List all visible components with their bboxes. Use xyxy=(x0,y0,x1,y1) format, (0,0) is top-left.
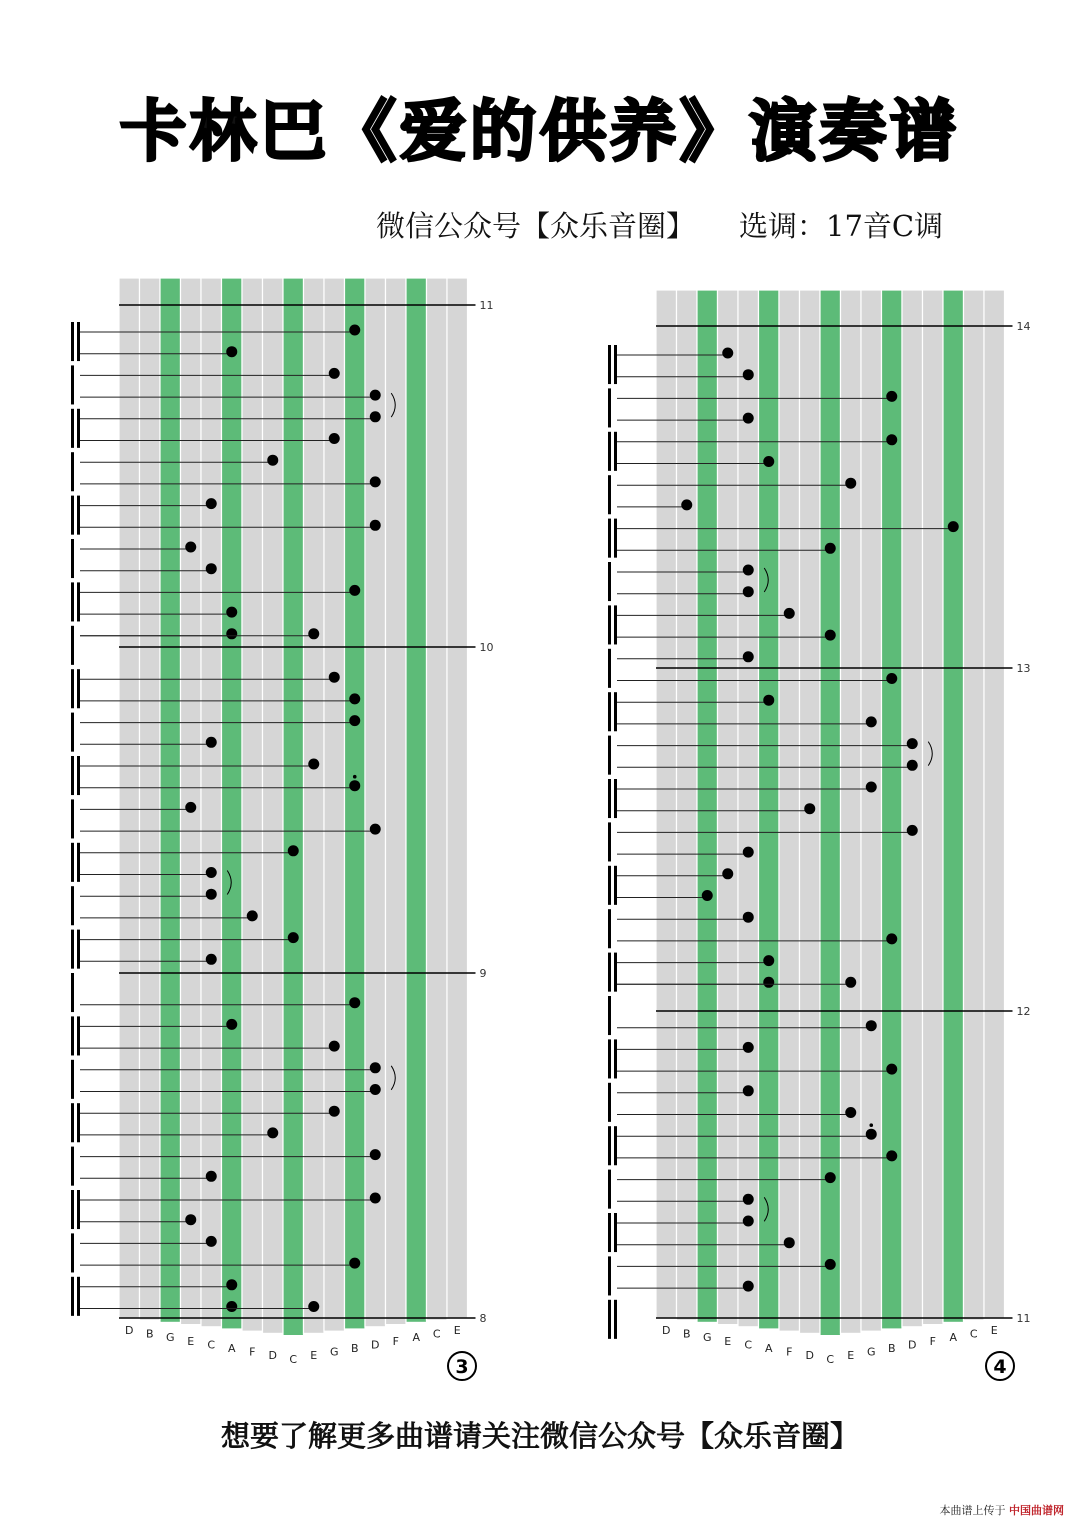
rhythm-stem xyxy=(614,605,617,644)
rhythm-stem xyxy=(614,866,617,905)
note-dot xyxy=(948,521,959,532)
note-dot xyxy=(825,1259,836,1270)
tine-label: G xyxy=(165,1331,175,1345)
tine-column xyxy=(964,290,985,1320)
note-dot xyxy=(763,456,774,467)
rhythm-stem xyxy=(614,953,617,992)
rhythm-stem xyxy=(608,1300,611,1339)
rhythm-stem xyxy=(614,1039,617,1078)
note-dot xyxy=(743,1042,754,1053)
tine-column xyxy=(923,290,944,1325)
tine-label: G xyxy=(866,1345,876,1359)
measure-number: 10 xyxy=(479,641,494,654)
rhythm-stem xyxy=(608,562,611,601)
note-dot xyxy=(886,933,897,944)
note-dot xyxy=(743,1085,754,1096)
tine-label: A xyxy=(764,1342,773,1355)
augmentation-dot xyxy=(869,1123,873,1127)
source-label: 微信公众号【众乐音圈】 xyxy=(376,209,696,243)
rhythm-stem xyxy=(608,779,611,818)
tine-label: B xyxy=(887,1342,896,1355)
note-dot xyxy=(743,847,754,858)
tine-label: C xyxy=(289,1352,298,1366)
tine-column xyxy=(718,290,739,1325)
tine-label: B xyxy=(350,1342,359,1355)
page-number: 4 xyxy=(993,1356,1007,1378)
note-dot xyxy=(743,565,754,576)
rhythm-stem xyxy=(614,1126,617,1165)
rhythm-stem xyxy=(608,1170,611,1209)
tine-column xyxy=(861,290,882,1331)
note-dot xyxy=(804,803,815,814)
key-label: 选调：17音C调 xyxy=(739,209,944,243)
footer-note: 想要了解更多曲谱请关注微信公众号【众乐音圈】 xyxy=(220,1419,859,1453)
rhythm-stem xyxy=(608,866,611,905)
tine-label: D xyxy=(125,1324,134,1337)
note-dot xyxy=(763,695,774,706)
note-dot xyxy=(886,1064,897,1075)
tine-label: E xyxy=(990,1324,998,1337)
measure-number: 8 xyxy=(479,1312,487,1325)
rhythm-stem xyxy=(608,475,611,514)
note-dot xyxy=(907,825,918,836)
note-dot xyxy=(702,890,713,901)
tine-label: D xyxy=(371,1338,380,1352)
rhythm-stem xyxy=(608,345,611,384)
rhythm-stem xyxy=(614,779,617,818)
note-dot xyxy=(743,912,754,923)
site-logo: 中国曲谱网 xyxy=(1009,1504,1064,1517)
page-title: 卡林巴《爱的供养》演奏谱 xyxy=(120,93,960,170)
rhythm-stem xyxy=(614,1213,617,1252)
tine-label: F xyxy=(392,1334,399,1348)
note-dot xyxy=(722,348,733,359)
note-dot xyxy=(825,630,836,641)
note-dot xyxy=(743,369,754,380)
note-dot xyxy=(743,651,754,662)
tine-label: D xyxy=(805,1349,814,1363)
note-dot xyxy=(825,1172,836,1183)
measure-number: 13 xyxy=(1016,662,1031,675)
note-dot xyxy=(886,1150,897,1161)
tine-column-highlight xyxy=(882,290,903,1329)
rhythm-stem xyxy=(608,1256,611,1295)
tine-label: E xyxy=(453,1324,461,1337)
note-dot xyxy=(681,499,692,510)
tine-label: E xyxy=(724,1334,732,1348)
rhythm-stem xyxy=(608,432,611,471)
tine-label: C xyxy=(969,1327,978,1341)
note-dot xyxy=(907,738,918,749)
rhythm-stem xyxy=(608,1213,611,1252)
note-dot xyxy=(907,760,918,771)
tine-label: E xyxy=(187,1334,195,1348)
note-dot xyxy=(763,977,774,988)
note-dot xyxy=(825,543,836,554)
rhythm-stem xyxy=(608,1039,611,1078)
tine-label: F xyxy=(929,1334,936,1348)
rhythm-stem xyxy=(608,388,611,427)
tine-label: A xyxy=(949,1331,958,1345)
rhythm-stem xyxy=(614,519,617,558)
tine-column xyxy=(656,290,677,1318)
note-dot xyxy=(886,434,897,445)
tine-label: A xyxy=(227,1342,236,1355)
note-dot xyxy=(743,1216,754,1227)
note-dot xyxy=(845,478,856,489)
measure-number: 12 xyxy=(1016,1005,1031,1018)
note-dot xyxy=(743,413,754,424)
measure-number: 14 xyxy=(1016,320,1031,333)
tine-column xyxy=(984,290,1005,1318)
tine-label: D xyxy=(908,1338,917,1352)
upload-credit xyxy=(940,1502,1065,1518)
credit-prefix: 本曲谱上传于 xyxy=(939,1504,1006,1517)
rhythm-stem xyxy=(608,736,611,775)
rhythm-stem xyxy=(614,1300,617,1339)
note-dot xyxy=(784,1237,795,1248)
rhythm-stem xyxy=(614,692,617,731)
tine-label: C xyxy=(744,1338,753,1352)
tine-label: E xyxy=(847,1349,855,1363)
tine-label: B xyxy=(145,1327,154,1341)
note-dot xyxy=(763,955,774,966)
tine-label: F xyxy=(249,1345,256,1359)
tine-column-highlight xyxy=(943,290,964,1322)
tine-column xyxy=(841,290,862,1333)
note-dot xyxy=(743,1194,754,1205)
note-dot xyxy=(866,716,877,727)
rhythm-stem xyxy=(608,519,611,558)
tine-column-highlight xyxy=(759,290,780,1329)
note-dot xyxy=(743,586,754,597)
tine-column xyxy=(902,290,923,1327)
rhythm-stem xyxy=(608,692,611,731)
tine-label: C xyxy=(432,1327,441,1341)
tine-label: D xyxy=(268,1349,277,1363)
tine-label: C xyxy=(826,1352,835,1366)
tine-label: B xyxy=(682,1327,691,1341)
tine-label: C xyxy=(207,1338,216,1352)
rhythm-stem xyxy=(608,822,611,861)
measure-number: 11 xyxy=(1016,1312,1031,1325)
tine-column xyxy=(677,290,698,1320)
note-dot xyxy=(866,1129,877,1140)
rhythm-stem xyxy=(608,1126,611,1165)
note-dot xyxy=(722,868,733,879)
rhythm-stem xyxy=(608,605,611,644)
rhythm-stem xyxy=(608,953,611,992)
tine-label: E xyxy=(310,1349,318,1363)
rhythm-stem xyxy=(608,649,611,688)
measure-number: 9 xyxy=(479,967,487,980)
rhythm-stem xyxy=(608,909,611,948)
tine-label: A xyxy=(412,1331,421,1345)
tine-label: D xyxy=(662,1324,671,1337)
note-dot xyxy=(886,391,897,402)
measure-number: 11 xyxy=(479,299,494,312)
rhythm-stem xyxy=(614,432,617,471)
tine-label: G xyxy=(702,1331,712,1345)
note-dot xyxy=(743,1281,754,1292)
rhythm-stem xyxy=(608,996,611,1035)
note-dot xyxy=(845,977,856,988)
tine-label: F xyxy=(786,1345,793,1359)
note-dot xyxy=(784,608,795,619)
note-dot xyxy=(845,1107,856,1118)
tine-column xyxy=(738,290,759,1327)
tine-label: G xyxy=(329,1345,339,1359)
rhythm-stem xyxy=(614,345,617,384)
note-dot xyxy=(866,782,877,793)
note-dot xyxy=(886,673,897,684)
rhythm-stem xyxy=(608,1083,611,1122)
note-dot xyxy=(866,1020,877,1031)
page-number: 3 xyxy=(455,1356,469,1378)
tine-column-highlight xyxy=(697,290,718,1322)
